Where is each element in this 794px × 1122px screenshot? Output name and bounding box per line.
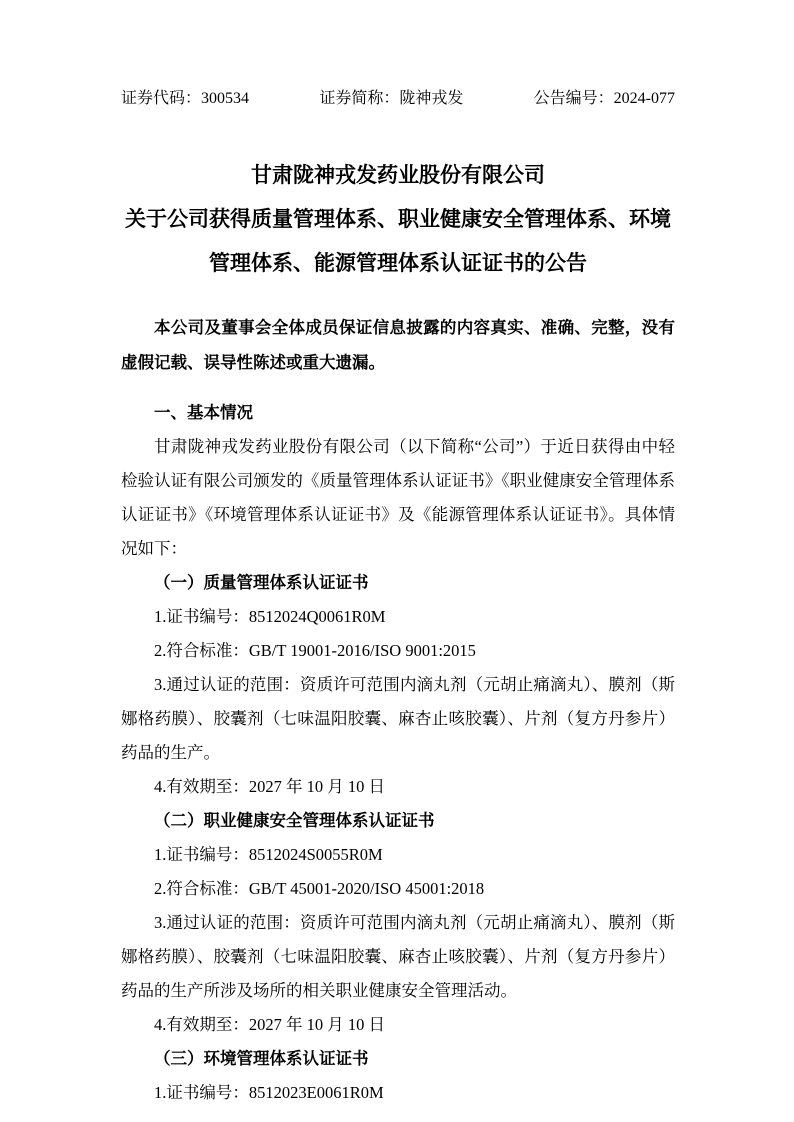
announcement-title-line-2: 管理体系、能源管理体系认证证书的公告: [209, 252, 587, 275]
cert-ohs-heading: （二）职业健康安全管理体系认证证书: [154, 812, 435, 830]
section-heading-basic-info: 一、基本情况: [154, 404, 253, 422]
cert-ohs-validity: 4.有效期至：2027 年 10 月 10 日: [154, 1015, 385, 1034]
document-header: [121, 88, 675, 110]
announcement-number: 公告编号：2024-077: [533, 90, 675, 107]
cert-ohs-number: 1.证书编号：8512024S0055R0M: [154, 845, 383, 864]
cert-quality-scope: 3.通过认证的范围：资质许可范围内滴丸剂（元胡止痛滴丸）、膜剂（斯娜格药膜）、胶囊剂（七味温阳胶囊、麻杏止咳胶囊）、片剂（复方丹参片）药品的生产。: [121, 675, 675, 762]
cert-quality-standard: 2.符合标准：GB/T 19001-2016/ISO 9001:2015: [154, 641, 476, 660]
stock-short-name: 证券简称：陇神戎发: [319, 90, 464, 107]
cert-quality-number: 1.证书编号：8512024Q0061R0M: [154, 607, 386, 626]
company-name-title-line: 甘肃陇神戎发药业股份有限公司: [251, 164, 545, 187]
cert-ohs-scope: 3.通过认证的范围：资质许可范围内滴丸剂（元胡止痛滴丸）、膜剂（斯娜格药膜）、胶囊剂（七味温阳胶囊、麻杏止咳胶囊）、片剂（复方丹参片）药品的生产所涉及场所的相关职业健康安全管理活动。: [121, 913, 675, 1000]
document-title: [121, 154, 675, 286]
cert-environment-heading: （三）环境管理体系认证证书: [154, 1050, 369, 1068]
section-intro-paragraph: 甘肃陇神戎发药业股份有限公司（以下简称“公司”）于近日获得由中轻检验认证有限公司颁发的《质量管理体系认证证书》《职业健康安全管理体系认证证书》《环境管理体系认证证书》及《能源管理体系认证证书》。具体情况如下：: [121, 437, 675, 558]
stock-code: 证券代码：300534: [121, 90, 250, 107]
cert-quality-validity: 4.有效期至：2027 年 10 月 10 日: [154, 777, 385, 796]
announcement-title-line-1: 关于公司获得质量管理体系、职业健康安全管理体系、环境: [125, 208, 671, 231]
disclosure-disclaimer: 本公司及董事会全体成员保证信息披露的内容真实、准确、完整，没有虚假记载、误导性陈述或重大遗漏。: [121, 318, 675, 372]
cert-quality-heading: （一）质量管理体系认证证书: [154, 574, 369, 592]
cert-environment-number: 1.证书编号：8512023E0061R0M: [154, 1083, 384, 1102]
cert-ohs-standard: 2.符合标准：GB/T 45001-2020/ISO 45001:2018: [154, 879, 485, 898]
